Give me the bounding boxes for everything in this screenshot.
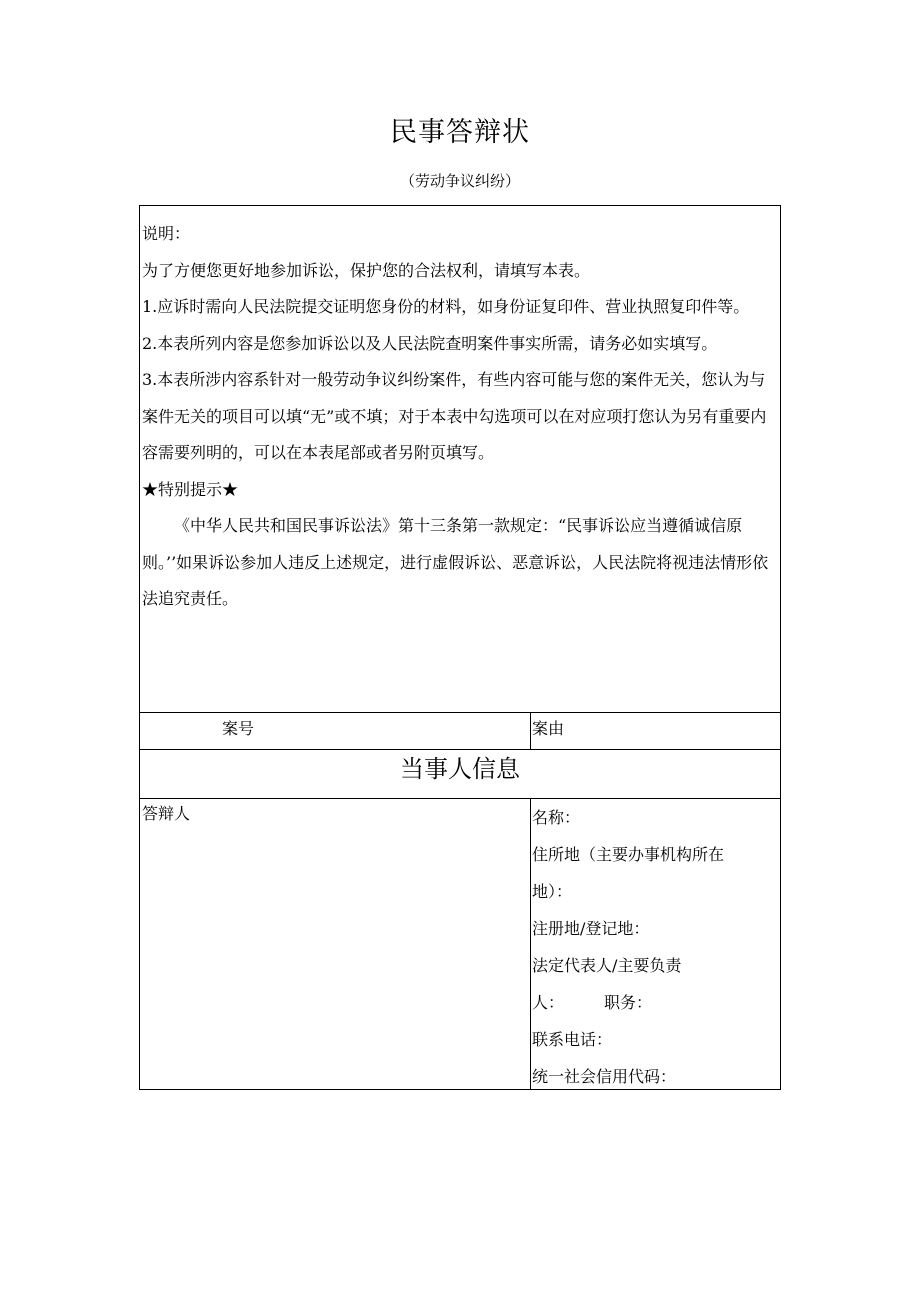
instructions-intro: 为了方便您更好地参加诉讼，保护您的合法权利，请填写本表。 [142,260,591,280]
instructions-item-2: 2.本表所列内容是您参加诉讼以及人民法院查明案件事实所需，请务必如实填写。 [142,333,718,353]
field-legal-rep-line2: 人： [532,993,565,1012]
answer-form-table [139,205,781,1090]
divider-line [140,712,780,713]
respondent-info-fields [532,799,762,1095]
field-phone: 联系电话： [532,1030,613,1049]
respondent-label: 答辩人 [142,804,191,823]
divider-line [530,798,531,1090]
field-registration: 注册地/登记地： [532,919,650,938]
instructions-item-3: 3.本表所涉内容系针对一般劳动争议纠纷案件，有些内容可能与您的案件无关，您认为与案件无关的项目可以填“无”或不填；对于本表中勾选项可以在对应项打您认为另有重要内容需要列明的，可以在本表尾部或者另附页填写。 [142,370,767,462]
field-address-line1: 住所地（主要办事机构所在 [532,845,725,864]
case-number-label: 案号 [222,719,255,738]
field-legal-rep-row [532,984,762,1021]
field-position: 职务： [604,993,653,1012]
special-notice-heading: ★特别提示★ [142,479,239,499]
special-notice-text: 《中华人民共和国民事诉讼法》第十三条第一款规定：“民事诉讼应当遵循诚信原则。’’如果诉讼参加人违反上述规定，进行虚假诉讼、恶意诉讼，人民法院将视违法情形依法追究责任。 [142,516,769,608]
case-cause-label: 案由 [532,719,565,738]
document-subtitle: （劳动争议纠纷） [399,172,520,190]
instructions-section [142,216,776,618]
instructions-heading: 说明： [142,224,191,243]
field-name: 名称： [532,808,581,827]
field-credit-code: 统一社会信用代码： [532,1067,677,1086]
field-address-line2: 地）： [532,882,573,901]
divider-line [530,712,531,749]
party-info-heading: 当事人信息 [400,755,520,783]
document-title: 民事答辩状 [390,117,530,148]
field-legal-rep-line1: 法定代表人/主要负责 [532,956,682,975]
instructions-item-1: 1.应诉时需向人民法院提交证明您身份的材料，如身份证复印件、营业执照复印件等。 [142,297,750,316]
